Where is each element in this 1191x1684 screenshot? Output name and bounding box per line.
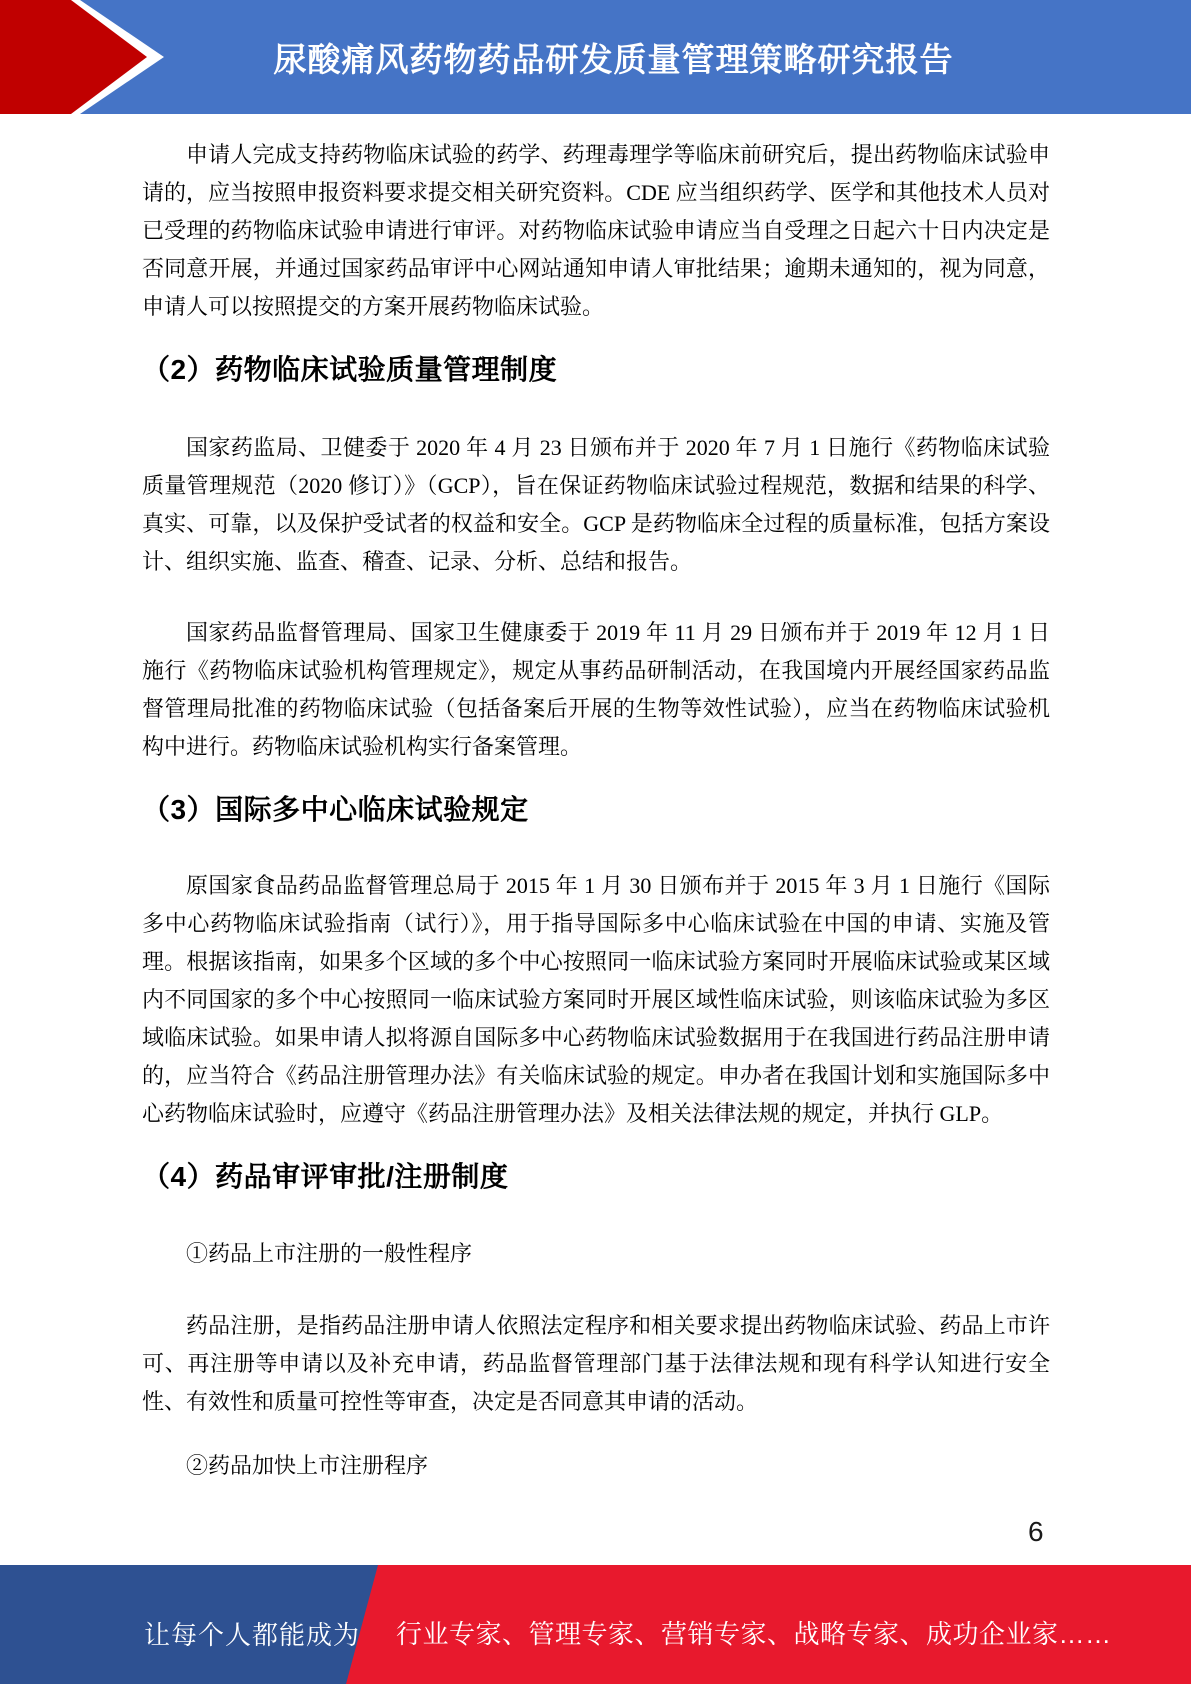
- document-body: [142, 114, 1050, 1485]
- footer-banner: [0, 1565, 1191, 1684]
- paragraph-drug-registration: 药品注册，是指药品注册申请人依照法定程序和相关要求提出药物临床试验、药品上市许可、再注册等申请以及补充申请，药品监督管理部门基于法律法规和现有科学认知进行安全性、有效性和质量可控性等审查，决定是否同意其申请的活动。: [142, 1313, 1050, 1414]
- footer-slogan-right: 行业专家、管理专家、营销专家、战略专家、成功企业家……: [396, 1619, 1112, 1649]
- paragraph-multicenter-trial: 原国家食品药品监督管理总局于 2015 年 1 月 30 日颁布并于 2015 年 3 月 1 日施行《国际多中心药物临床试验指南（试行）》，用于指导国际多中心临床试验在中国的申请、实施及管理。根据该指南，如果多个区域的多个中心按照同一临床试验方案同时开展临床试验或某区域内不同国家的多个中心按照同一临床试验方案同时开展区域性临床试验，则该临床试验为多区域临床试验。如果申请人拟将源自国际多中心药物临床试验数据用于在我国进行药品注册申请的，应当符合《药品注册管理办法》有关临床试验的规定。申办者在我国计划和实施国际多中心药物临床试验时，应遵守《药品注册管理办法》及相关法律法规的规定，并执行 GLP。: [142, 873, 1050, 1126]
- subitem-1-general-procedure: ①药品上市注册的一般性程序: [186, 1241, 473, 1266]
- footer-slogan-left: 让每个人都能成为: [144, 1620, 361, 1650]
- section-heading-2: （2）药物临床试验质量管理制度: [142, 354, 558, 385]
- section-heading-4: （4）药品审评审批/注册制度: [142, 1161, 509, 1192]
- page-number: 6: [1028, 1516, 1044, 1547]
- paragraph-trial-institution: 国家药品监督管理局、国家卫生健康委于 2019 年 11 月 29 日颁布并于 2019 年 12 月 1 日施行《药物临床试验机构管理规定》，规定从事药品研制活动，在我国境内开展经国家药品监督管理局批准的药物临床试验（包括备案后开展的生物等效性试验），应当在药物临床试验机构中进行。药物临床试验机构实行备案管理。: [142, 620, 1050, 759]
- header-banner: [0, 0, 1191, 114]
- subitem-2-accelerated-procedure: ②药品加快上市注册程序: [186, 1453, 429, 1478]
- page-title: 尿酸痛风药物药品研发质量管理策略研究报告: [273, 40, 954, 78]
- paragraph-clinical-trial-application: 申请人完成支持药物临床试验的药学、药理毒理学等临床前研究后，提出药物临床试验申请的，应当按照申报资料要求提交相关研究资料。CDE 应当组织药学、医学和其他技术人员对已受理的药物临床试验申请进行审评。对药物临床试验申请应当自受理之日起六十日内决定是否同意开展，并通过国家药品审评中心网站通知申请人审批结果；逾期未通知的，视为同意，申请人可以按照提交的方案开展药物临床试验。: [142, 142, 1050, 319]
- section-heading-3: （3）国际多中心临床试验规定: [142, 794, 529, 825]
- paragraph-gcp: 国家药监局、卫健委于 2020 年 4 月 23 日颁布并于 2020 年 7 月 1 日施行《药物临床试验质量管理规范（2020 修订）》（GCP），旨在保证药物临床试验过程规范，数据和结果的科学、真实、可靠，以及保护受试者的权益和安全。GCP 是药物临床全过程的质量标准，包括方案设计、组织实施、监查、稽查、记录、分析、总结和报告。: [142, 435, 1050, 574]
